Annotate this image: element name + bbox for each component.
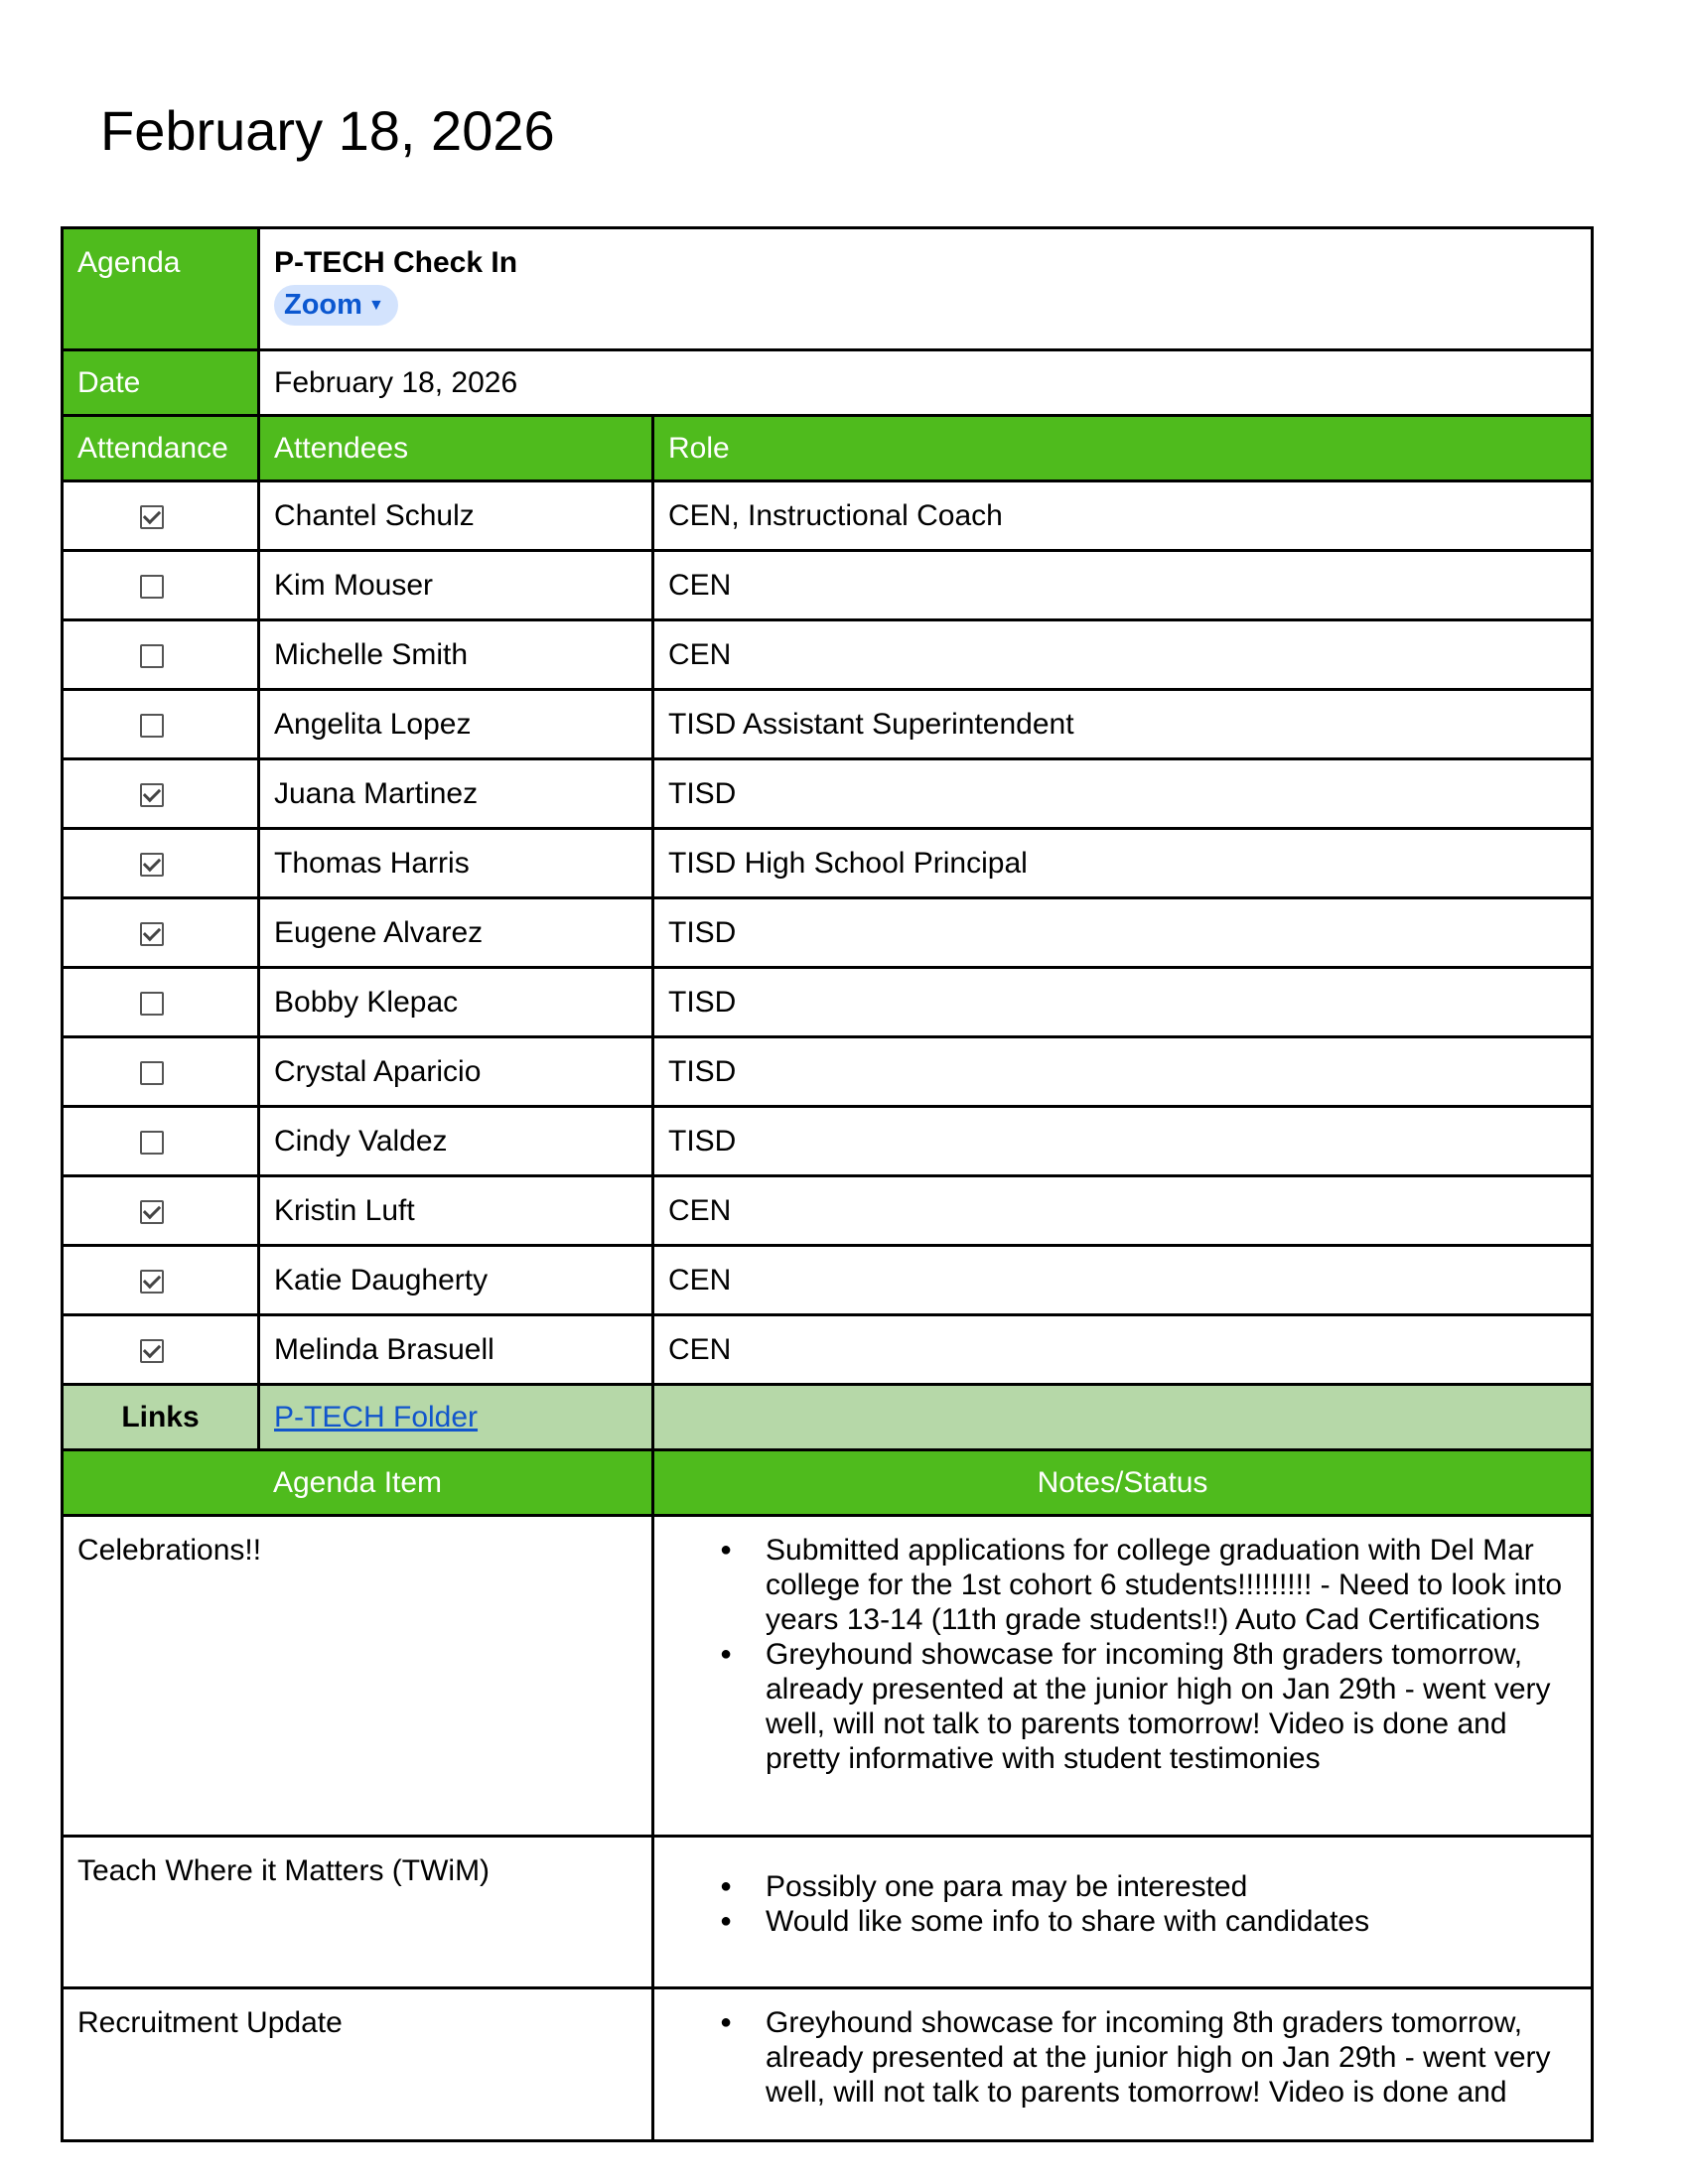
attendee-role: TISD [653, 759, 1593, 829]
agenda-items [63, 1516, 1593, 2141]
attendance-header: Attendance [63, 416, 259, 481]
attendee-row [63, 759, 1593, 829]
attendee-row [63, 1176, 1593, 1246]
agenda-item-title: Celebrations!! [63, 1516, 653, 1837]
agenda-item-title: Recruitment Update [63, 1988, 653, 2141]
attendance-checkbox[interactable] [140, 1339, 164, 1363]
attendance-cell [63, 1176, 259, 1246]
agenda-item-header-row [63, 1450, 1593, 1516]
attendance-checkbox[interactable] [140, 1061, 164, 1085]
attendee-role: TISD [653, 1107, 1593, 1176]
attendee-role: CEN [653, 1176, 1593, 1246]
note-bullet: ● Greyhound showcase for incoming 8th graders tomorrow, already presented at the junior high on Jan 29th - went very well, will not talk to parents tomorrow! Video is done and pretty informative with student testimonies [766, 1637, 1577, 1776]
page-title: February 18, 2026 [100, 99, 555, 162]
attendance-cell [63, 551, 259, 620]
attendee-name: Kristin Luft [259, 1176, 653, 1246]
attendee-role: TISD High School Principal [653, 829, 1593, 898]
agenda-item-header: Agenda Item [63, 1450, 653, 1516]
agenda-item-notes [653, 1837, 1593, 1988]
ptech-folder-link[interactable]: P-TECH Folder [274, 1400, 479, 1433]
attendee-role: TISD [653, 968, 1593, 1037]
attendance-cell [63, 1037, 259, 1107]
agenda-value [259, 228, 1593, 350]
meeting-notes-table [61, 226, 1594, 2142]
attendee-name: Crystal Aparicio [259, 1037, 653, 1107]
attendee-name: Melinda Brasuell [259, 1315, 653, 1385]
attendee-row [63, 690, 1593, 759]
attendee-name: Katie Daugherty [259, 1246, 653, 1315]
attendee-role: CEN [653, 1246, 1593, 1315]
attendance-cell [63, 1107, 259, 1176]
links-value-cell [259, 1385, 653, 1450]
attendance-checkbox[interactable] [140, 644, 164, 668]
notes-list [654, 1533, 1577, 1776]
attendee-name: Michelle Smith [259, 620, 653, 690]
attendance-checkbox[interactable] [140, 714, 164, 738]
attendee-role: TISD [653, 1037, 1593, 1107]
zoom-chip[interactable] [274, 285, 398, 326]
attendance-cell [63, 1315, 259, 1385]
attendee-name: Angelita Lopez [259, 690, 653, 759]
agenda-item-title: Teach Where it Matters (TWiM) [63, 1837, 653, 1988]
attendee-name: Bobby Klepac [259, 968, 653, 1037]
attendee-row [63, 620, 1593, 690]
agenda-title: P-TECH Check In [274, 246, 518, 279]
attendance-cell [63, 759, 259, 829]
attendance-cell [63, 481, 259, 551]
agenda-label: Agenda [63, 228, 259, 350]
attendee-role: CEN [653, 620, 1593, 690]
attendance-cell [63, 968, 259, 1037]
attendee-role: TISD Assistant Superintendent [653, 690, 1593, 759]
attendance-cell [63, 829, 259, 898]
attendee-role: TISD [653, 898, 1593, 968]
table-body [63, 228, 1593, 481]
attendee-name: Kim Mouser [259, 551, 653, 620]
agenda-item-row [63, 1988, 1593, 2141]
links-section [63, 1385, 1593, 1516]
attendance-checkbox[interactable] [140, 783, 164, 807]
note-bullet: ● Possibly one para may be interested [766, 1869, 1577, 1904]
agenda-item-notes [653, 1988, 1593, 2141]
note-bullet: ● Submitted applications for college graduation with Del Mar college for the 1st cohort 6 students!!!!!!!!! - Need to look into years 13-14 (11th grade students!!) Auto Cad Certifications [766, 1533, 1577, 1637]
attendee-row [63, 551, 1593, 620]
agenda-row [63, 228, 1593, 350]
dropdown-caret-icon: ▼ [367, 297, 384, 315]
attendance-checkbox[interactable] [140, 575, 164, 599]
attendance-cell [63, 898, 259, 968]
attendee-role: CEN [653, 551, 1593, 620]
attendee-row [63, 829, 1593, 898]
note-bullet: ● Greyhound showcase for incoming 8th graders tomorrow, already presented at the junior high on Jan 29th - went very well, will not talk to parents tomorrow! Video is done and [766, 2005, 1577, 2110]
agenda-item-row [63, 1837, 1593, 1988]
links-label: Links [63, 1385, 259, 1450]
zoom-chip-label: Zoom [284, 289, 362, 321]
date-value: February 18, 2026 [259, 350, 1593, 416]
attendee-list [63, 481, 1593, 1385]
attendee-row [63, 481, 1593, 551]
attendance-checkbox[interactable] [140, 505, 164, 529]
links-empty-cell [653, 1385, 1593, 1450]
attendee-row [63, 1107, 1593, 1176]
attendance-checkbox[interactable] [140, 1270, 164, 1294]
attendance-checkbox[interactable] [140, 1131, 164, 1155]
agenda-item-notes [653, 1516, 1593, 1837]
attendee-name: Eugene Alvarez [259, 898, 653, 968]
date-label: Date [63, 350, 259, 416]
attendee-row [63, 1246, 1593, 1315]
attendee-row [63, 1315, 1593, 1385]
attendee-role: CEN, Instructional Coach [653, 481, 1593, 551]
attendance-checkbox[interactable] [140, 922, 164, 946]
note-bullet: ● Would like some info to share with candidates [766, 1904, 1577, 1939]
notes-list [654, 1869, 1577, 1939]
agenda-item-row [63, 1516, 1593, 1837]
attendance-cell [63, 690, 259, 759]
attendance-cell [63, 620, 259, 690]
attendees-header: Attendees [259, 416, 653, 481]
date-row [63, 350, 1593, 416]
links-row [63, 1385, 1593, 1450]
attendee-row [63, 1037, 1593, 1107]
attendee-role: CEN [653, 1315, 1593, 1385]
attendance-checkbox[interactable] [140, 1200, 164, 1224]
attendance-checkbox[interactable] [140, 853, 164, 877]
attendee-name: Cindy Valdez [259, 1107, 653, 1176]
attendee-row [63, 968, 1593, 1037]
attendance-checkbox[interactable] [140, 992, 164, 1016]
notes-list [654, 2005, 1577, 2110]
attendee-name: Chantel Schulz [259, 481, 653, 551]
attendee-row [63, 898, 1593, 968]
role-header: Role [653, 416, 1593, 481]
attendee-name: Juana Martinez [259, 759, 653, 829]
attendee-name: Thomas Harris [259, 829, 653, 898]
notes-status-header: Notes/Status [653, 1450, 1593, 1516]
attendance-cell [63, 1246, 259, 1315]
attendance-header-row [63, 416, 1593, 481]
